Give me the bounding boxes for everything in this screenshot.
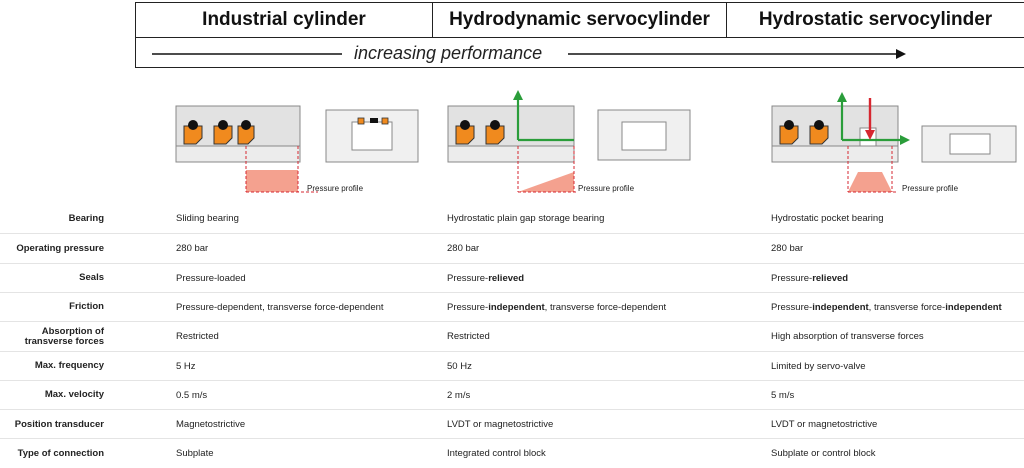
industrial-cylinder-diagram [172, 88, 432, 198]
row-value: 280 bar [176, 243, 209, 255]
hydrodynamic-cylinder-diagram [444, 88, 704, 198]
row-label: Type of connection [17, 447, 104, 459]
row-value: Sliding bearing [176, 213, 239, 224]
row-value: Subplate [176, 448, 214, 460]
row-value: Hydrostatic plain gap storage bearing [447, 213, 605, 224]
row-label: Seals [79, 272, 104, 284]
row-value: Pressure- independent , transverse force-dependent [447, 301, 667, 313]
row-value: 2 m/s [447, 389, 471, 401]
table-row [0, 263, 1024, 293]
table-row [0, 351, 1024, 381]
row-value: Limited by servo-valve [771, 360, 866, 372]
row-value: 280 bar [771, 243, 804, 255]
row-value: Restricted [176, 331, 219, 343]
col-header-hydrostatic: Hydrostatic servocylinder [758, 9, 993, 30]
row-value: Magnetostrictive [176, 419, 246, 431]
row-value: 280 bar [447, 243, 480, 255]
table-row [0, 204, 1024, 233]
row-label: Max. velocity [44, 389, 104, 401]
row-value: High absorption of transverse forces [771, 331, 924, 343]
table-row [0, 292, 1024, 322]
row-label: Bearing [68, 212, 104, 224]
row-value: 5 m/s [771, 389, 795, 401]
row-label: Max. frequency [34, 360, 104, 371]
row-label: Operating pressure [16, 242, 104, 254]
row-value: 5 Hz [176, 360, 196, 372]
performance-header [135, 2, 1024, 68]
row-value: Subplate or control block [771, 448, 876, 460]
performance-arrow [136, 38, 1024, 68]
pressure-profile-label-industrial: Pressure profile [307, 184, 364, 193]
row-value: LVDT or magnetostrictive [771, 419, 878, 431]
row-value: 0.5 m/s [176, 389, 208, 401]
row-value: 50 Hz [447, 360, 472, 372]
row-value: Integrated control block [447, 448, 546, 460]
col-header-industrial: Industrial cylinder [136, 3, 433, 37]
row-value: Pressure-loaded [176, 272, 246, 284]
row-value: Pressure- relieved [771, 272, 849, 284]
hydrostatic-cylinder-diagram [768, 88, 1024, 198]
performance-label: increasing performance [354, 43, 543, 63]
table-row [0, 409, 1024, 439]
row-value: Restricted [447, 331, 490, 343]
row-value: Hydrostatic pocket bearing [771, 213, 884, 224]
table-row [0, 380, 1024, 410]
table-row [0, 233, 1024, 263]
pressure-profile-label-hydrostatic: Pressure profile [902, 184, 959, 193]
table-row [0, 321, 1024, 351]
row-label: Friction [69, 301, 104, 313]
row-value: Pressure- independent , transverse force- independent [771, 301, 1002, 313]
row-value: LVDT or magnetostrictive [447, 419, 554, 431]
col-header-hydrodynamic: Hydrodynamic servocylinder [433, 3, 727, 37]
pressure-profile-label-hydrodynamic: Pressure profile [578, 184, 635, 193]
row-label: Absorption of transverse forces [24, 325, 104, 347]
performance-row [136, 38, 1024, 68]
row-value: Pressure- relieved [447, 272, 525, 284]
row-label: Position transducer [14, 418, 104, 430]
row-value: Pressure-dependent, transverse force-dependent [176, 301, 384, 313]
header-row [136, 3, 1024, 38]
table-row [0, 438, 1024, 468]
